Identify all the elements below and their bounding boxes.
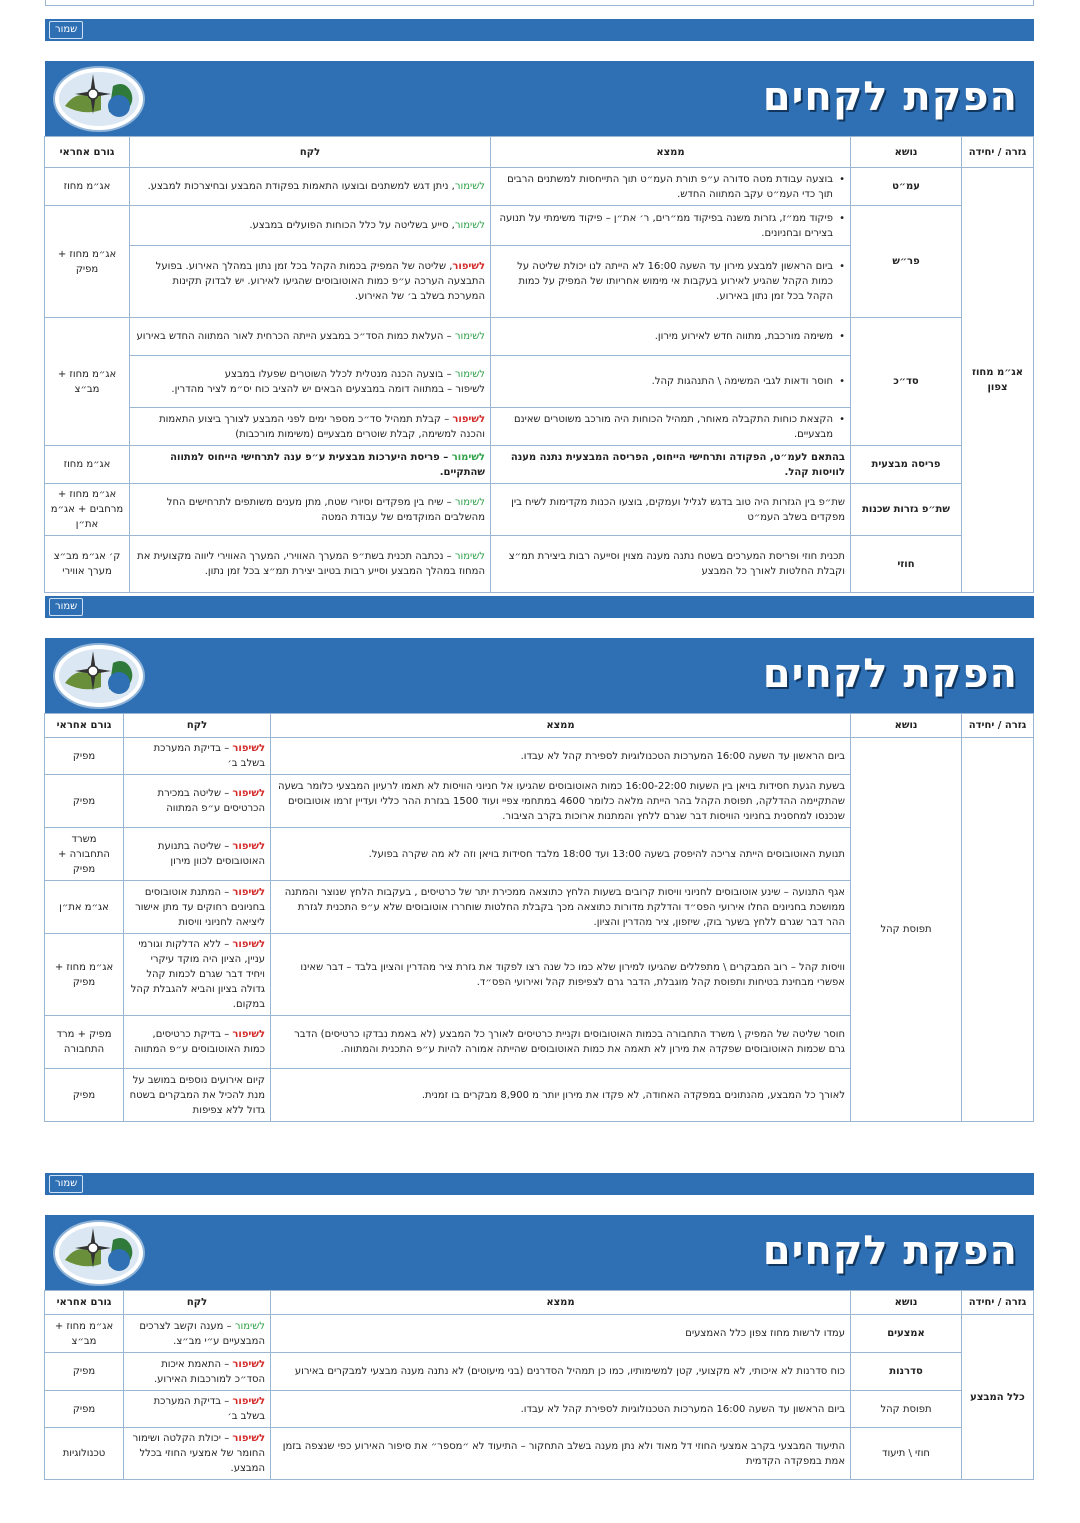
topic-cell: שת״פ גזרות שכנות [851,484,962,536]
finding-cell: ביום הראשון עד השעה 16:00 המערכות הטכנולוגיות לספירת קהל לא עבדו. [271,1391,851,1428]
finding-cell: חוסר שליטה של המפיק \ משרד התחבורה בכמות האוטובוסים וקניית כרטיסים לאורך כל המבצע (לא באמת נבדקו כרטיסים) הדבר גרם שכמות האוטובוסים שפקדה את מירון לא תאמה את כמות האוטובוסים שהייתה אמורה להיות ע״פ התכנית והמתווה. [271,1016,851,1069]
keep-tag: לשימור [454,181,485,192]
lesson-text: – יכולת הקלטה ושימור החומר של אמצעי החוזי בכלל המבצע. [132,1433,265,1474]
owner-cell: מפיק + מרד התחבורה [45,1016,124,1069]
banner-title: הפקת לקחים [762,74,1018,120]
finding-cell: • ביום הראשון למבצע מירון עד השעה 16:00 לא הייתה לנו יכולת שליטה על כמות הקהל שהגיע לאירוע בעקבות אי מימוש אחריותו של המפיק על כמות הקהל בכל זמן נתון באירוע. [496,259,845,304]
finding-cell: בשעת הגעת חסידות בויאן בין השעות 16:00-22:00 כמות האוטובוסים שהגיעו אל חניוני הוויסות לא תאמו לרעיון המבצעי כלומר בשעה שהתקיימה ההדלקה, תפוסת הקהל בהר הייתה מלאה כלומר 4600 במתחמי צפיי ועוד 1500 בגזרת ההר כללי ועדיין זרמו אוטובוסים שנכנסו למחסנית בחניוני הוויסות דבר שגרם ללחץ והמתנות ארוכות בקרב הציבור. [271,775,851,828]
owner-cell: מפיק [45,1391,124,1428]
table-row [45,1315,1034,1353]
save-bar [45,19,1034,41]
lesson-cell [124,934,271,1016]
lesson-cell [130,318,491,356]
table-row [45,318,1034,356]
improve-tag: לשיפור [452,413,485,425]
previous-table-edge [45,0,1034,6]
improve-tag: לשיפור [452,261,485,272]
owner-cell: מפיק [45,1353,124,1391]
topic-cell: פריסה מבצעית [851,446,962,484]
banner [45,61,1034,136]
lesson-cell [124,775,271,828]
finding-cell: • משימה מורכבת, מתווה חדש לאירוע מירון. [496,329,845,344]
finding-cell: אגף התנועה – שינע אוטובוסים לחניוני וויסות קרובים בשעות הלחץ כתוצאה ממכירת יתר של כרטיסים , בעקבות הלחץ שנוצר והמתנה ממושכת בחניונים החלו אירועי הפס״ד והדלקת מדורות כתוצאה מכך בקבלת החלטות שוחררו אוטובוסים שלא ע״פ התכנית לגזרת ההר דבר שגרם ללחץ בשער בוק, שיזפון, ציר מהדרין והציון. [271,881,851,934]
header-finding: ממצא [271,714,851,738]
owner-cell: אג״מ מחוז + מפיק [45,206,130,318]
lesson-cell [124,1353,271,1391]
owner-cell: מפיק [45,1069,124,1122]
lesson-text: – שליטה בתנועת האוטובוסים לכוון מירון [157,841,265,867]
table-row [45,1353,1034,1391]
save-button[interactable]: שמור [49,1175,83,1193]
lesson-cell [124,881,271,934]
owner-cell: אג״מ מחוז + מב״צ [45,318,130,446]
lesson-cell [130,168,491,206]
lesson-text: – בדיקת כרטיסים, כמות האוטובוסים ע״פ המתווה [134,1029,265,1055]
lesson-cell [130,484,491,536]
owner-cell: אג״מ מחוז + מרחבים + אג״מ את״ן [45,484,130,536]
header-finding: ממצא [271,1291,851,1315]
header-topic: נושא [851,137,962,168]
header-unit: גזרה / יחידה [962,714,1034,738]
improve-tag: לשיפור [455,383,485,395]
lesson-cell [130,356,491,408]
header-finding: ממצא [491,137,851,168]
table-row [45,206,1034,246]
topic-cell: חוזי [851,536,962,593]
finding-cell: כוח סדרנות לא איכותי, לא מקצועי, קטן למשימותיו, כמו כן תמהיל הסדרנים (בני מיעוטים) לא נתנה מענה מבצעי למבקרים באירוע [271,1353,851,1391]
topic-cell: פר״ש [851,206,962,318]
keep-tag: לשימור [451,451,485,463]
banner-title: הפקת לקחים [762,1228,1018,1274]
lesson-cell [124,738,271,775]
keep-tag: לשימור [454,496,485,508]
finding-cell: בהתאם לעמ״ט, הפקודה ותרחישי הייחוס, הפריסה המבצעית נתנה מענה לוויסות קהל. [491,446,851,484]
topic-cell: עמ״ט [851,168,962,206]
lesson-text: , סייע בשליטה על כלל הכוחות הפועלים במבצע. [249,220,455,231]
improve-tag: לשיפור [232,886,265,898]
table-row [45,1391,1034,1428]
owner-cell: אג״מ את״ן [45,881,124,934]
banner [45,1215,1034,1290]
finding-cell: התיעוד המבצעי בקרב אמצעי החוזי דל מאוד ולא נתן מענה בשלב התחקור – התיעוד לא ״מספר״ את סיפור האירוע כפי שנצפה בזמן אמת במפקדה הקדמית [271,1428,851,1480]
table-row [45,738,1034,775]
table-row [45,484,1034,536]
owner-cell: אג״מ מחוז + מפיק [45,934,124,1016]
owner-cell: מפיק [45,738,124,775]
lesson-cell [124,1391,271,1428]
lessons-table-2 [44,713,1034,1122]
keep-tag: לשימור [454,331,485,342]
lesson-text: – בדיקת המערכת בשלב ב׳ [153,743,265,769]
improve-tag: לשיפור [232,939,265,950]
save-button[interactable]: שמור [49,598,83,616]
topic-cell: תפוסת קהל [851,1391,962,1428]
topic-cell: סד״כ [851,318,962,446]
topic-cell: סדרנות [851,1353,962,1391]
lesson-text: – קבלת תמהיל סד״כ מספר ימים לפני המבצע לצורך ביצוע התאמות והכנה למשימה, קבלת שוטרים מבצעיים (משימות מורכבות) [159,413,485,440]
save-button[interactable]: שמור [49,21,83,39]
lesson-text: , שליטה של המפיק בכמות הקהל בכל זמן נתון במהלך האירוע. בפועל התבצעה הערכה ע״פ כמות האוטובוסים שהגיעו לאירוע. יש לבדוק תקינות המערכת בשלב ב׳ של האירוע. [155,261,485,302]
table-row [45,536,1034,593]
keep-tag: לשימור [454,368,485,380]
north-district-logo-icon [53,1220,145,1286]
lesson-cell [130,246,491,318]
header-owner: גורם אחראי [45,1291,124,1315]
lesson-text: – בדיקת המערכת בשלב ב׳ [153,1396,265,1422]
header-topic: נושא [851,1291,962,1315]
improve-tag: לשיפור [232,788,265,799]
table-row [45,1428,1034,1480]
owner-cell: אג״מ מחוז [45,446,130,484]
improve-tag: לשיפור [232,841,265,852]
finding-cell: תכנית חוזי ופריסת המערכים בשטח נתנה מענה מצוין וסייעה רבות ביצירת תמ״צ וקבלת החלטות לאורך כל המבצע [491,536,851,593]
improve-tag: לשיפור [232,1029,265,1040]
improve-tag: לשיפור [232,1358,265,1370]
north-district-logo-icon [53,643,145,709]
improve-tag: לשיפור [232,743,265,754]
lesson-text: – המתנת אוטובוסים בחניונים רחוקים עד מתן אישור ליציאה לחניוני וויסות [135,886,265,928]
header-unit: גזרה / יחידה [962,137,1034,168]
header-lesson: לקח [124,714,271,738]
owner-cell: אג״מ מחוז + מב״צ [45,1315,124,1353]
lesson-text: – נכתבה תכנית בשת״פ המערך האווירי, המערך האווירי ליווה מקצועית את המחוז במהלך המבצע וסייע רבות בטיוב יצירת תמ״צ בכל זמן נתון. [137,551,485,577]
finding-cell: • חוסר ודאות לגבי המשימה \ התנהגות קהל. [496,374,845,389]
lesson-cell [124,1428,271,1480]
topic-cell: חוזי \ תיעוד [851,1428,962,1480]
lesson-cell [124,1315,271,1353]
lesson-text: – בוצעה הכנה מנטלית לכלל השוטרים שפעלו במבצע [224,368,455,380]
owner-cell: מפיק [45,775,124,828]
unit-cell [962,738,1034,1122]
lessons-table-1 [44,136,1034,593]
lesson-text: – התאמת איכות הסד״כ למורכבות האירוע. [153,1358,265,1385]
finding-cell: • הקצאת כוחות התקבלה מאוחר, תמהיל הכוחות היה מורכב משוטרים שאינם מבצעיים. [496,412,845,442]
lesson-text: – פריסת היערכות מבצעית ע״פ ענה לתרחישי הייחוס למתווה שהתקיים. [170,451,485,478]
unit-cell: אג״מ מחוז צפון [962,168,1034,593]
finding-cell: שת״פ בין הגזרות היה טוב בדגש לגליל ועמקים, בוצעו הכנות מקדימות לשיח בין מפקדים בשלב העמ״ט [491,484,851,536]
header-unit: גזרה / יחידה [962,1291,1034,1315]
keep-tag: לשימור [234,1320,265,1332]
finding-cell: ביום הראשון עד השעה 16:00 המערכות הטכנולוגיות לספירת קהל לא עבדו. [271,738,851,775]
lesson-cell [130,206,491,246]
lesson-text: – שליטה במכירת הכרטיסים ע״פ המתווה [157,788,265,814]
lessons-sheet-2 [45,638,1034,1122]
owner-cell: ק׳ אג״מ מב״צ מערך אווירי [45,536,130,593]
lesson-cell [124,1016,271,1069]
lesson-text: – ללא הדלקות וגורמי עניין, הציון היה מוקד עיקרי ויחיד דבר שגרם לכמות קהל גדולה בציון והביא להגבלת קהל במקום. [130,939,265,1010]
save-bar [45,596,1034,618]
lesson-text: – העלאת כמות הסד״כ במבצע הייתה הכרחית לאור המתווה החדש באירוע [136,331,455,342]
owner-cell: טכנולוגיות [45,1428,124,1480]
keep-tag: לשימור [454,220,485,231]
improve-tag: לשיפור [232,1433,265,1444]
header-lesson: לקח [124,1291,271,1315]
owner-cell: משרד התחבורה + מפיק [45,828,124,881]
lessons-table-3 [44,1290,1034,1480]
finding-cell: • פיקוד ממ״ז, גזרות משנה בפיקוד ממ״רים, ר׳ את״ן – פיקוד משימתי על תנועה בצירים ובחניונים. [496,211,845,241]
lesson-cell [124,828,271,881]
lesson-cell [130,536,491,593]
finding-cell: • בוצעה עבודת מטה סדורה ע״פ תורת העמ״ט תוך התייחסות למשתנים הרבים תוך כדי העמ״ט עקב המתווה החדש. [496,172,845,202]
lesson-cell [130,408,491,446]
keep-tag: לשימור [454,551,485,562]
lesson-cell [130,446,491,484]
improve-tag: לשיפור [232,1396,265,1407]
table-row [45,168,1034,206]
topic-cell: תפוסת קהל [851,738,962,1122]
finding-cell: לאורך כל המבצע, מהנתונים במפקדה האחודה, לא פקדו את מירון יותר מ 8,900 מבקרים בו זמנית. [271,1069,851,1122]
header-owner: גורם אחראי [45,137,130,168]
finding-cell: עמדו לרשות מחוז צפון כלל האמצעים [271,1315,851,1353]
lesson-cell: קיום אירועים נוספים במושב על מנת להכיל את המבקרים בשטח גדול ללא צפיפות [124,1069,271,1122]
header-lesson: לקח [130,137,491,168]
lesson-text: – מענה וקשב לצרכים המבצעיים ע״י מב״צ. [139,1320,265,1347]
lessons-sheet-3 [45,1215,1034,1480]
lessons-sheet-1 [45,61,1034,593]
unit-cell: כלל המבצע [962,1315,1034,1480]
banner [45,638,1034,713]
north-district-logo-icon [53,66,145,132]
save-bar [45,1173,1034,1195]
topic-cell: אמצעים [851,1315,962,1353]
header-owner: גורם אחראי [45,714,124,738]
finding-cell: תנועת האוטובוסים הייתה צריכה להיפסק בשעה 13:00 ועד 18:00 מלבד חסידות בויאן וזה לא מה שקרה בפועל. [271,828,851,881]
lesson-text: , ניתן דגש למשתנים ובוצעו התאמות בפקודת המבצע ובחיצרכות למבצע. [147,181,455,192]
table-row [45,446,1034,484]
finding-cell: וויסות קהל – רוב המבקרים \ מתפללים שהגיעו למירון שלא כמו כל שנה רצו לפקוד את גזרת ציר מהדרין והציון בלבד – דבר שאינו אפשרי מבחינת בטיחות ותפוסת קהל מוגבלת, הדבר גרם לצפיפות קהל ואירועי הפס״ד. [271,934,851,1016]
lesson-text: – במתווה דומה במבצעים הבאים יש להציב כוח יס״מ לציר מהדרין. [171,383,456,395]
banner-title: הפקת לקחים [762,651,1018,697]
lesson-text: – שיח בין מפקדים וסיורי שטח, מתן מענים משותפים לתרחישים החל מהשלבים המוקדמים של עבודת המטה [166,496,485,523]
header-topic: נושא [851,714,962,738]
owner-cell: אג״מ מחוז [45,168,130,206]
